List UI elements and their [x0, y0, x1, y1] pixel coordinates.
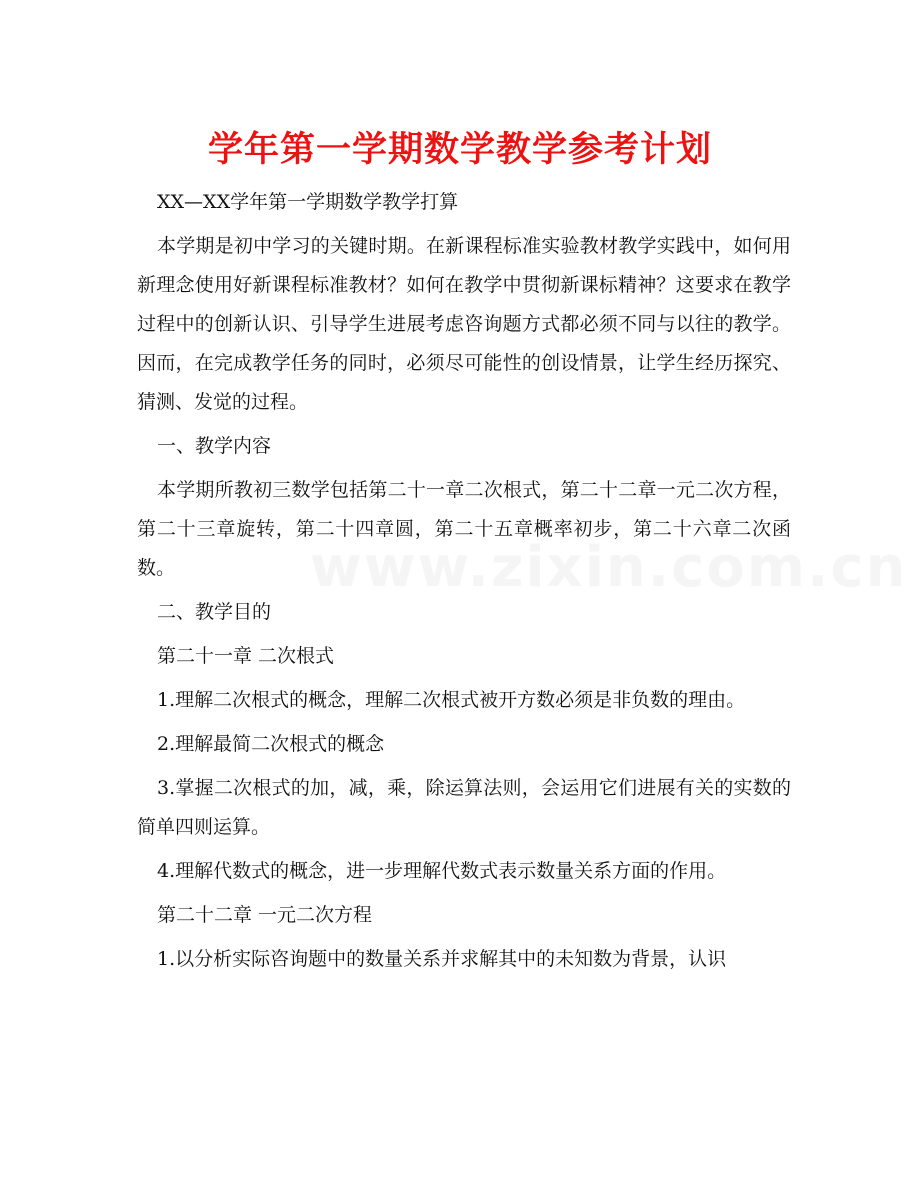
goal-item-2: 2.理解最简二次根式的概念 — [157, 733, 385, 755]
paragraph-intro: 本学期是初中学习的关键时期。在新课程标准实验教材教学实践中，如何用新理念使用好新课程标准教材？如何在教学中贯彻新课标精神？这要求在教学过程中的创新认识、引导学生进展考虑咨询题方式都必须不同与以往的教学。因而，在完成教学任务的同时，必须尽可能性的创设情景，让学生经历探究、猜测、发觉的过程。 — [137, 235, 791, 413]
document-title: 学年第一学期数学教学参考计划 — [207, 129, 712, 170]
heading-teaching-content: 一、教学内容 — [157, 435, 272, 457]
goal-item-3: 3.掌握二次根式的加，减，乘，除运算法则，会运用它们进展有关的实数的简单四则运算。 — [137, 777, 791, 838]
heading-chapter-21: 第二十一章 二次根式 — [157, 645, 335, 667]
heading-chapter-22: 第二十二章 一元二次方程 — [157, 904, 373, 926]
document-body — [137, 183, 791, 979]
watermark: www.zixin.com.cn — [310, 535, 908, 600]
paragraph-teaching-content: 本学期所教初三数学包括第二十一章二次根式，第二十二章一元二次方程，第二十三章旋转，第二十四章圆，第二十五章概率初步，第二十六章二次函数。 — [137, 479, 791, 579]
paragraph-subtitle: XX—XX学年第一学期数学教学打算 — [157, 191, 459, 213]
goal-item-4: 4.理解代数式的概念，进一步理解代数式表示数量关系方面的作用。 — [157, 860, 727, 882]
goal-item-1: 1.理解二次根式的概念，理解二次根式被开方数必须是非负数的理由。 — [157, 689, 746, 711]
goal-item-chapter-22-1: 1.以分析实际咨询题中的数量关系并求解其中的未知数为背景，认识 — [157, 948, 727, 970]
heading-teaching-goals: 二、教学目的 — [157, 601, 272, 623]
